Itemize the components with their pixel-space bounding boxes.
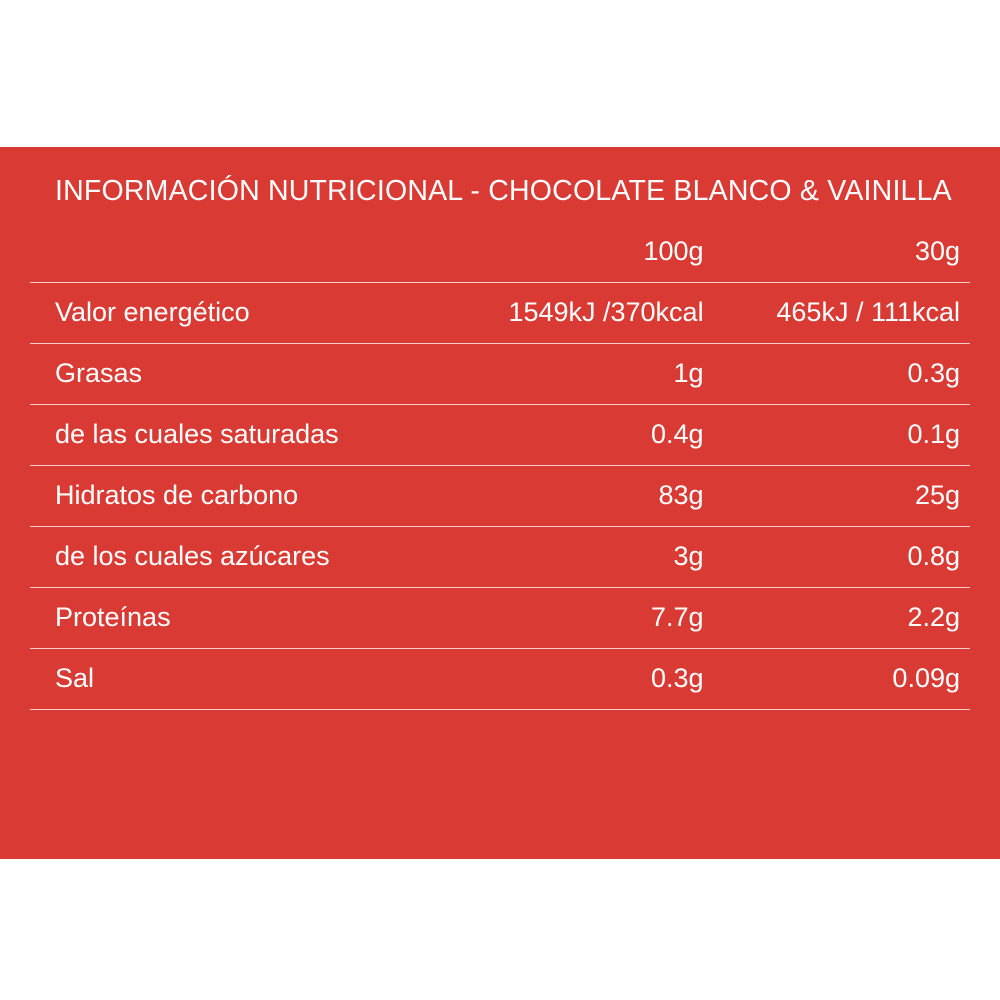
table-header-row bbox=[30, 226, 970, 283]
row-value-30g: 465kJ / 111kcal bbox=[732, 283, 970, 344]
table-row bbox=[30, 649, 970, 710]
row-value-30g: 0.09g bbox=[732, 649, 970, 710]
row-value-30g: 0.8g bbox=[732, 527, 970, 588]
row-label: Hidratos de carbono bbox=[30, 466, 441, 527]
row-value-100g: 83g bbox=[441, 466, 732, 527]
row-label: Valor energético bbox=[30, 283, 441, 344]
nutrition-table bbox=[30, 226, 970, 710]
row-value-30g: 0.1g bbox=[732, 405, 970, 466]
row-value-100g: 0.4g bbox=[441, 405, 732, 466]
row-value-100g: 7.7g bbox=[441, 588, 732, 649]
row-label: de las cuales saturadas bbox=[30, 405, 441, 466]
row-value-100g: 3g bbox=[441, 527, 732, 588]
column-header-30g: 30g bbox=[914, 236, 960, 266]
row-label: Sal bbox=[30, 649, 441, 710]
table-row bbox=[30, 466, 970, 527]
table-row bbox=[30, 283, 970, 344]
table-row bbox=[30, 344, 970, 405]
row-value-30g: 2.2g bbox=[732, 588, 970, 649]
table-row bbox=[30, 588, 970, 649]
table-row bbox=[30, 405, 970, 466]
row-value-100g: 1549kJ /370kcal bbox=[441, 283, 732, 344]
row-label: Proteínas bbox=[30, 588, 441, 649]
row-label: Grasas bbox=[30, 344, 441, 405]
row-value-100g: 0.3g bbox=[441, 649, 732, 710]
column-header-label bbox=[30, 226, 441, 283]
row-value-30g: 25g bbox=[732, 466, 970, 527]
row-value-100g: 1g bbox=[441, 344, 732, 405]
row-label: de los cuales azúcares bbox=[30, 527, 441, 588]
nutrition-panel bbox=[0, 147, 1000, 859]
column-header-100g: 100g bbox=[643, 236, 704, 266]
table-row bbox=[30, 527, 970, 588]
page-title: INFORMACIÓN NUTRICIONAL - CHOCOLATE BLANCO & VAINILLA bbox=[55, 175, 952, 207]
row-value-30g: 0.3g bbox=[732, 344, 970, 405]
